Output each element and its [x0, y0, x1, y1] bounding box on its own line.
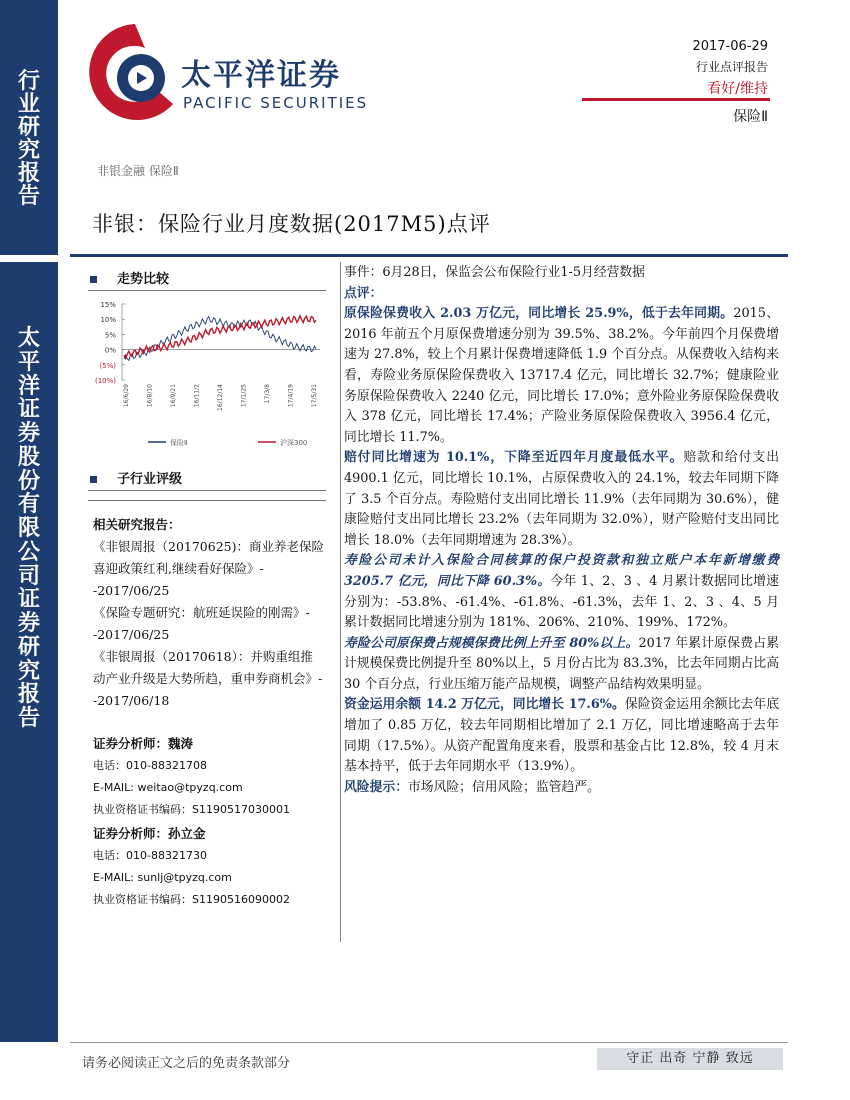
sidebar-char: 份	[17, 467, 40, 494]
related-report-link[interactable]: 《保险专题研究：航班延误险的刚需》--2017/06/25	[93, 605, 310, 642]
x-tick-label: 16/8/10	[146, 384, 154, 408]
sidebar-char: 司	[17, 562, 40, 589]
industry-label: 保险Ⅱ	[733, 109, 768, 125]
legend-label: 保险Ⅱ	[170, 439, 188, 447]
paragraph-highlight: 寿险公司未计入保险合同核算的保户投资款和独立账户本年新增缴费 3205.7 亿元，同比下降 60.3%。	[344, 553, 779, 589]
sidebar-char: 券	[17, 610, 40, 636]
paragraph	[344, 448, 779, 551]
sidebar-char: 公	[17, 538, 40, 565]
sidebar-char: 行	[17, 68, 40, 94]
bullet-square-icon	[90, 476, 97, 483]
sidebar-top-band	[0, 0, 58, 255]
section-divider	[88, 290, 326, 291]
trend-section-label: 走势比较	[117, 272, 170, 287]
trend-chart	[88, 296, 328, 456]
analyst-block	[93, 733, 325, 911]
paragraph	[344, 634, 779, 696]
company-logo	[85, 16, 385, 126]
y-tick-label: 5%	[104, 331, 116, 340]
paragraph	[344, 551, 779, 633]
sub-industry-heading	[90, 468, 182, 487]
footer-disclaimer[interactable]: 请务必阅读正文之后的免责条款部分	[82, 1056, 291, 1071]
analyst-name: 证券分析师：孙立金	[93, 826, 206, 841]
paragraph-highlight: 资金运用余额 14.2 万亿元，同比增长 17.6%。	[344, 697, 625, 713]
report-type: 行业点评报告	[695, 60, 768, 74]
related-report-link[interactable]: 《非银周报（20170625)：商业养老保险喜迎政策红利,继续看好保险》--2017/06/25	[93, 539, 325, 598]
sidebar-char: 洋	[17, 372, 40, 399]
sidebar-bottom-band	[0, 262, 58, 1042]
sidebar-char: 限	[17, 515, 40, 541]
paragraph	[344, 304, 779, 448]
y-tick-label: (10%)	[94, 377, 116, 385]
analyst-email[interactable]: E-MAIL: sunlj@tpyzq.com	[93, 871, 232, 884]
breadcrumb: 非银金融 保险Ⅱ	[97, 164, 179, 178]
header-accent-line	[582, 98, 770, 101]
sidebar-char: 股	[17, 443, 40, 470]
paragraph-text: 2017 年累计原保费占累计规模保费比例提升至 80%以上，5 月份占比为 83.3%，比去年同期占比高 30 个百分点，行业压缩万能产品规模，调整产品结构效果明显。	[344, 635, 779, 692]
paragraph-highlight: 原保险保费收入 2.03 万亿元，同比增长 25.9%，低于去年同期。	[344, 306, 734, 322]
legend-label: 沪深300	[280, 439, 308, 447]
section-divider	[88, 500, 326, 501]
y-tick-label: 0%	[104, 346, 116, 355]
paragraph-text: 保险资金运用余额比去年底增加了 0.85 万亿，较去年同期相比增加了 2.1 万亿，同比增速略高于去年同期（17.5%）。从资产配置角度来看，股票和基金占比 12.8%，较 4 月末基本持平，低于去年同期水平（13.9%）。	[344, 697, 779, 775]
paragraph-text: 2015、2016 年前五个月原保费增速分别为 39.5%、38.2%。今年前四个月保费增速为 27.8%，较上个月累计保费增速降低 1.9 个百分点。从保费收入结构来看，寿险业务原保险保费收入 13717.4 亿元，同比增长 32.7%；健康险业务原保险保费收入 2240 亿元，同比增长 17.0%；意外险业务原保险保费收入 378 亿元，同比增长 17.4%；产险业务原保险保费收入 3956.4 亿元，同比增长 11.7%。	[344, 306, 779, 445]
sidebar-report-type	[0, 70, 58, 209]
y-tick-label: 10%	[100, 316, 116, 325]
event-line: 事件：6月28日，保监会公布保险行业1-5月经营数据	[344, 265, 645, 280]
sidebar-char: 报	[17, 160, 40, 187]
series-line	[124, 317, 316, 361]
analyst-email[interactable]: E-MAIL: weitao@tpyzq.com	[93, 781, 243, 794]
sidebar-char: 究	[17, 137, 40, 164]
column-divider	[340, 262, 341, 942]
paragraph-highlight: 赔付同比增速为 10.1%，下降至近四年月度最低水平。	[344, 450, 684, 466]
report-date: 2017-06-29	[692, 39, 768, 54]
analyst-cert: 执业资格证书编码：S1190517030001	[93, 803, 290, 816]
bullet-square-icon	[90, 276, 97, 283]
rating-label: 看好/维持	[707, 81, 768, 97]
related-heading: 相关研究报告：	[93, 517, 181, 532]
series-line	[124, 316, 316, 359]
x-tick-label: 16/11/2	[193, 384, 201, 408]
sidebar-char: 告	[17, 183, 40, 210]
x-tick-label: 17/5/31	[311, 384, 318, 408]
logo-english-name: PACIFIC SECURITIES	[183, 94, 369, 112]
paragraph-text: 赔款和给付支出 4900.1 亿元，同比增长 10.1%，占原保费收入的 24.1%，较去年同期下降了 3.5 个百分点。寿险赔付支出同比增长 11.9%（去年同期为 30.6%），健康险赔付支出同比增长 23.2%（去年同期为 32.0%），财产险赔付支出同比增长 18.0%（去年同期增速为 28.3%）。	[344, 450, 779, 548]
x-tick-label: 17/3/8	[264, 384, 271, 404]
related-report-link[interactable]: 《非银周报（20170618）：并购重组推动产业升级是大势所趋，重申券商机会》--2017/06/18	[93, 649, 323, 708]
x-tick-label: 17/4/19	[287, 384, 295, 408]
comment-label: 点评：	[344, 285, 383, 301]
logo-chinese-name: 太平洋证券	[181, 58, 341, 93]
sub-industry-label: 子行业评级	[117, 472, 183, 487]
paragraph-highlight: 寿险公司原保费占规模保费比例上升至 80%以上。	[344, 635, 639, 651]
sidebar-char: 究	[17, 657, 40, 684]
paragraph	[344, 695, 779, 777]
analyst-cert: 执业资格证书编码：S1190516090002	[93, 893, 290, 906]
analyst-phone: 电话：010-88321730	[93, 849, 207, 862]
section-divider	[88, 490, 326, 491]
x-tick-label: 16/9/21	[170, 384, 177, 408]
trend-section-heading	[90, 268, 169, 287]
x-tick-label: 17/1/25	[240, 384, 248, 408]
risk-label: 风险提示：	[344, 779, 408, 795]
x-tick-label: 16/12/14	[217, 384, 224, 411]
logo-mark-icon	[85, 16, 185, 126]
sidebar-char: 太	[17, 325, 40, 351]
paragraph-text: 今年 1、2、3 、4 月累计数据同比增速分别为：-53.8%、-61.4%、-61.8%、-61.3%，去年 1、2、3 、4、5 月累计数据同比增速分别为 181%、206%、210%、199%、172%。	[344, 573, 779, 631]
sidebar-char: 报	[17, 681, 40, 708]
y-tick-label: (5%)	[99, 361, 116, 370]
related-reports	[93, 514, 325, 712]
y-tick-label: 15%	[100, 301, 116, 309]
paragraph	[344, 778, 779, 799]
sidebar-char: 券	[17, 420, 40, 446]
analyst-phone: 电话：010-88321708	[93, 759, 207, 772]
analyst-name: 证券分析师：魏涛	[93, 736, 194, 751]
risk-text: 市场风险；信用风险；监管趋严。	[407, 779, 600, 795]
sidebar-char: 有	[17, 491, 40, 518]
sidebar-char: 业	[17, 91, 40, 118]
x-tick-label: 16/6/29	[123, 384, 130, 408]
sidebar-company-name	[0, 327, 58, 731]
sidebar-char: 告	[17, 705, 40, 731]
sidebar-char: 证	[17, 396, 40, 423]
footer-motto: 守正 出奇 宁静 致远	[597, 1048, 783, 1070]
sidebar-char: 研	[17, 114, 40, 141]
article-body	[344, 263, 779, 798]
sidebar-char: 研	[17, 633, 40, 660]
page-title: 非银：保险行业月度数据(2017M5)点评	[92, 212, 491, 236]
sidebar-char: 证	[17, 586, 40, 613]
title-divider	[70, 254, 788, 257]
sidebar-char: 平	[17, 348, 40, 375]
footer-divider	[70, 1042, 788, 1043]
